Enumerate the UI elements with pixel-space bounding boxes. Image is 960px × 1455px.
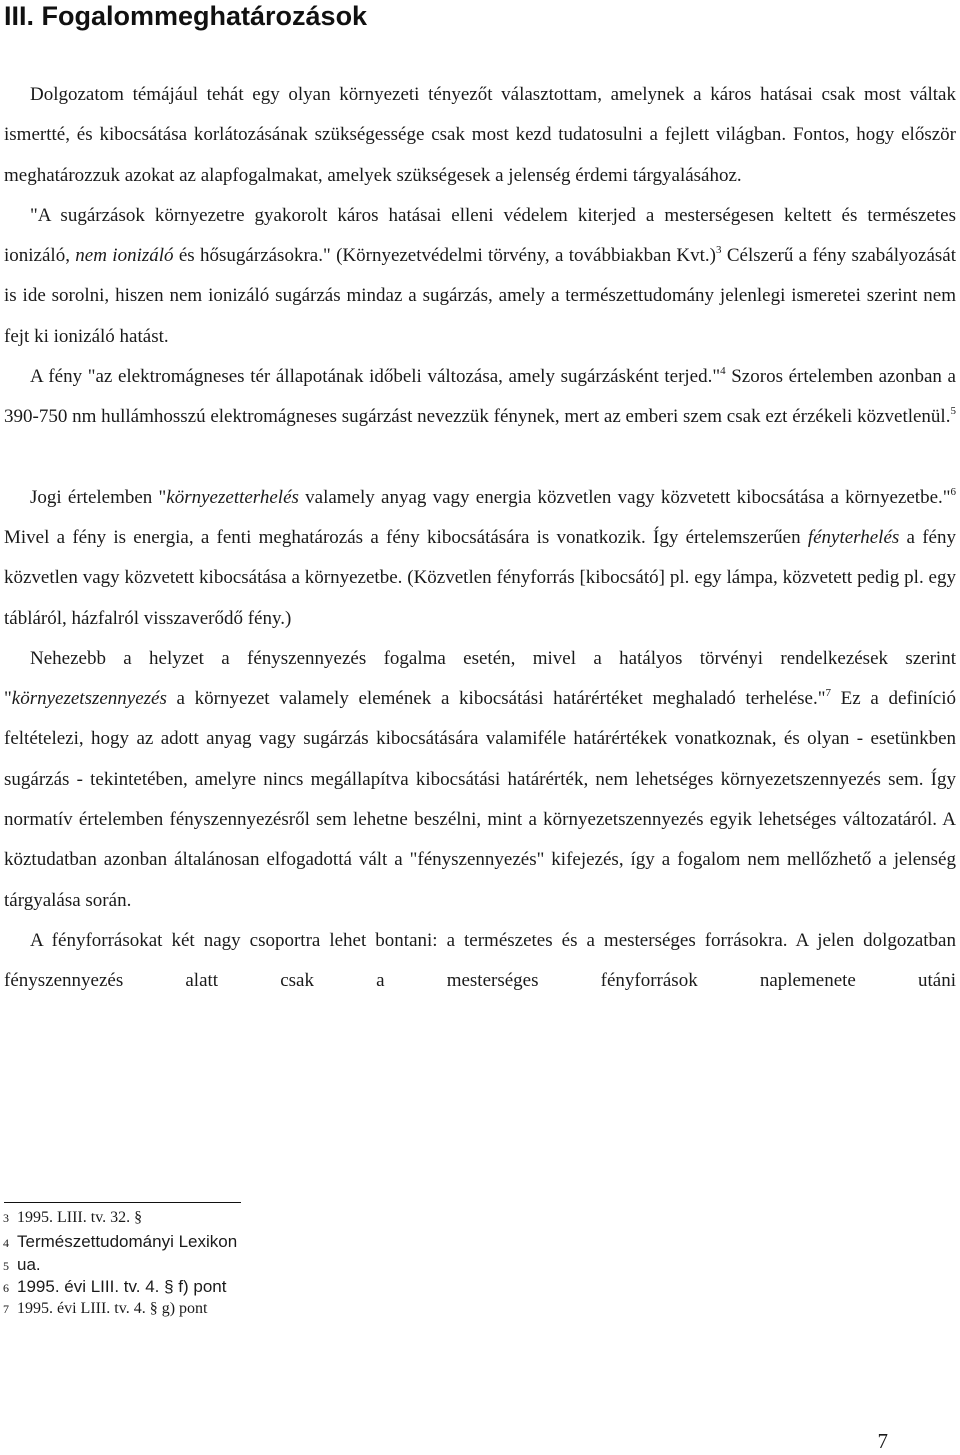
footnote-ref-4[interactable]: 4 [720,365,726,378]
section-heading: III. Fogalommeghatározások [4,1,368,31]
p4-text-a: Jogi értelemben " [30,486,167,508]
footnote-ref-6[interactable]: 6 [950,485,957,498]
p2-text-a: "A sugárzások környezetre gyakorolt káros hatásai elleni védelem kiterjed a mesterségesen keltett és természetes ionizáló, [4,204,956,267]
footnote-text: ua. [17,1254,41,1274]
footnote-number: 5 [3,1258,9,1273]
p2-text-b: és hősugárzásokra." (Környezetvédelmi törvény, a továbbiakban Kvt.) [173,245,717,267]
p5-emphasis: környezetszennyezés [11,688,167,710]
footnote-7 [3,1300,603,1323]
footnote-6 [3,1277,603,1300]
p3-text-b: Szoros értelemben azonban a 390-750 nm hullámhosszú elektromágneses sugárzást nevezzük fénynek, mert az emberi szem csak ezt érzékeli közvetlenül. [4,366,956,428]
footnote-4 [3,1232,603,1255]
footnote-ref-5[interactable]: 5 [950,405,956,418]
footnote-separator [4,1202,241,1203]
p4-text-d: a fény közvetlen vagy közvetett kibocsátása a környezetbe. (Közvetlen fényforrás [kibocsátó] pl. egy lámpa, közvetett pedig pl. egy tábláról, házfalról visszaverődő fény.) [4,526,956,629]
footnote-3 [3,1209,603,1232]
footnote-ref-3[interactable]: 3 [716,244,722,257]
page-number: 7 [877,1429,888,1453]
paragraph-3 [4,357,956,438]
p2-emphasis: nem ionizáló [75,245,174,267]
p4-text-c: Mivel a fény is energia, a fenti meghatározás a fény kibocsátására is vonatkozik. Így értelemszerűen [4,526,808,548]
p2-text-c: Célszerű a fény szabályozását is ide sorolni, hiszen nem ionizáló sugárzás mindaz a sugárzás, amely a természettudomány jelenlegi ismeretei szerint nem fejt ki ionizáló hatást. [4,245,956,347]
p4-emphasis-1: környezetterhelés [166,486,299,508]
footnote-number: 3 [3,1211,9,1225]
footnote-text: 1995. évi LIII. tv. 4. § f) pont [17,1277,227,1297]
footnote-number: 7 [3,1302,9,1317]
footnote-number: 4 [3,1235,9,1250]
p5-text-a: Nehezebb a helyzet a fényszennyezés fogalma esetén, mivel a hatályos törvényi rendelkezések szerint " [4,647,956,710]
p5-text-c: Ez a definíció feltételezi, hogy az adott anyag vagy sugárzás kibocsátására valamiféle határértékek vonatkoznak, és olyan - esetünkben sugárzás - tekintetében, amelyre nincs megállapítva kibocsátási határérték, nem lehetséges környezetszennyezés sem. Így normatív értelemben fényszennyezésről sem lehetne beszélni, mint a környezetszennyezés egyik lehetséges változatáról. A köztudatban azonban általánosan elfogadottá vált a "fényszennyezés" kifejezés, így a fogalom nem mellőzhető a jelenség tárgyalása során. [4,688,956,911]
footnote-text: 1995. évi LIII. tv. 4. § g) pont [17,1300,208,1318]
p5-text-b: a környezet valamely elemének a kibocsátási határértéket meghaladó terhelése." [166,688,826,710]
footnote-ref-7[interactable]: 7 [825,687,831,700]
paragraph-2 [4,196,956,357]
paragraph-gap [4,438,956,478]
body-text [4,75,956,1002]
paragraph-1: Dolgozatom témájául tehát egy olyan környezeti tényezőt választottam, amelynek a káros hatásai csak most váltak ismertté, és kibocsátása korlátozásának szükségessége csak most kezd tudatosulni a fejlett világban. Fontos, hogy először meghatározzuk azokat az alapfogalmakat, amelyek szükségesek a jelenség érdemi tárgyalásához. [4,84,956,186]
paragraph-5 [4,639,956,921]
footnote-text: Természettudományi Lexikon [17,1231,238,1251]
footnote-text: 1995. LIII. tv. 32. § [17,1209,143,1226]
p4-emphasis-2: fényterhelés [807,526,900,548]
footnote-number: 6 [3,1281,9,1296]
paragraph-4 [4,478,956,639]
p4-text-b: valamely anyag vagy energia közvetlen vagy közvetett kibocsátása a környezetbe." [298,486,951,508]
footnote-5 [3,1255,603,1278]
paragraph-6: A fényforrásokat két nagy csoportra lehet bontani: a természetes és a mesterséges forrásokra. A jelen dolgozatban fényszennyezés alatt csak a mesterséges fényforrások naplemenete utáni [4,929,956,992]
p3-text-a: A fény "az elektromágneses tér állapotának időbeli változása, amely sugárzásként terjed." [30,366,721,388]
footnotes [3,1209,603,1323]
